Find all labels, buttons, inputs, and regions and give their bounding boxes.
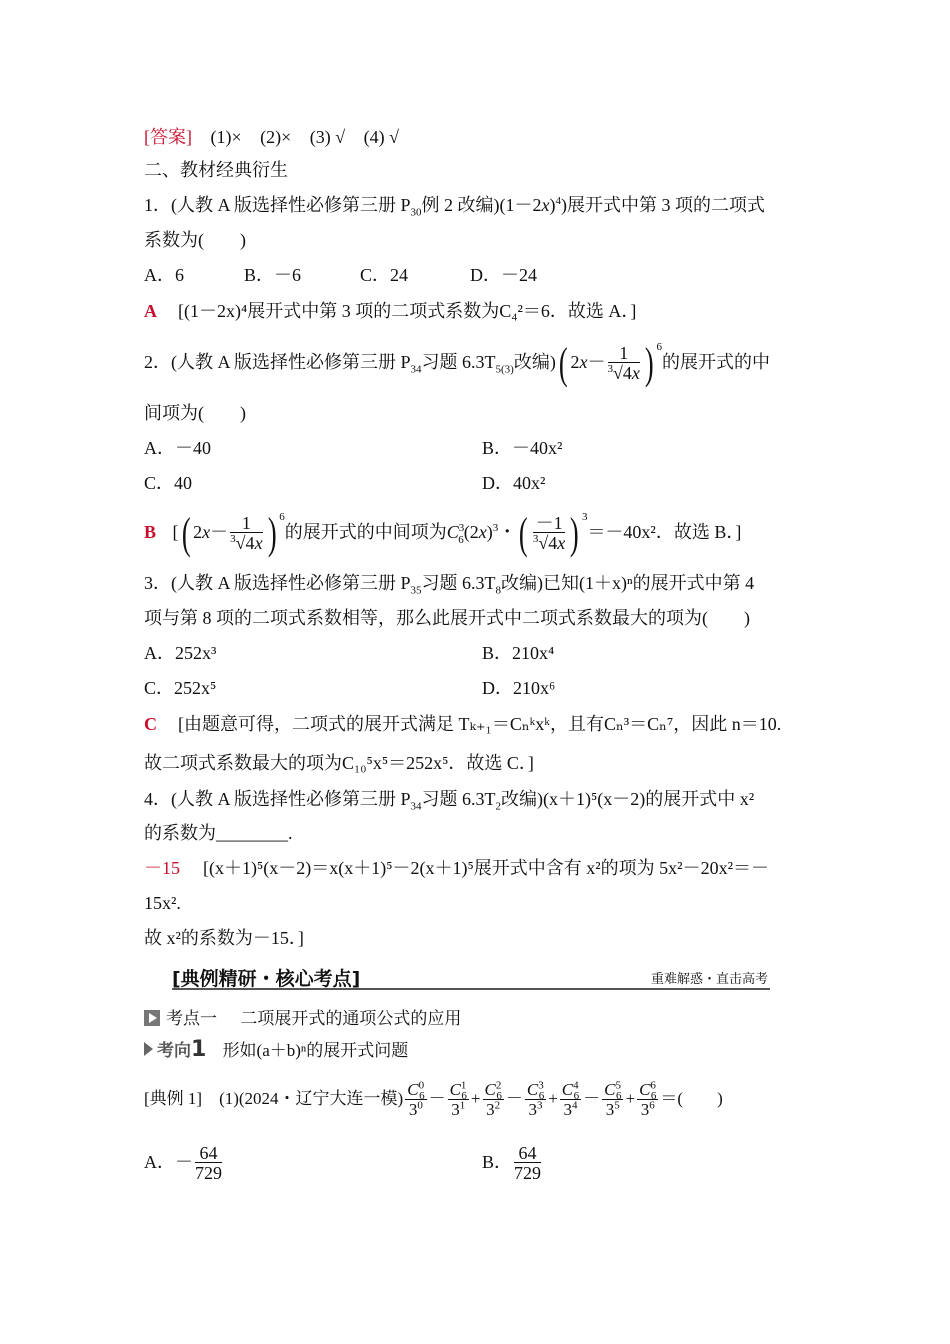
answer-item: (4) √ [363,127,400,147]
q3-answer [144,713,781,735]
q3-text-b: 习题 6.3T [421,573,496,593]
frac-num: 64 [195,1144,222,1163]
answer-item: (3) √ [309,127,346,147]
q2-text-d: 的展开式的中 [662,352,771,372]
banner-subtitle: 重难解惑・直击高考 [650,972,768,987]
kaodian-label: 考点一 [166,1009,217,1029]
arrow-right-icon [144,1042,153,1056]
q4-sub2: 2 [495,800,502,813]
option-a-label: A．－ [144,1152,193,1172]
q3-text-c: 改编)已知(1＋x)ⁿ的展开式中第 4 [501,573,755,593]
q4-text-c: 改编)(x＋1)⁵(x－2)的展开式中 x² [501,789,755,809]
q3-explain2: 故二项式系数最大的项为C₁₀⁵x⁵＝252x⁵．故选 C．] [144,753,534,773]
q2-text-c: 改编) [513,352,556,372]
q2-line1: 2．(人教 A 版选择性必修第三册 $P_{34}$习题 $6.3T_{5(3)}$改编)( 2x－ $\frac{1}{^3√4x}$ ) $^6$的展开式的中 [144,338,771,388]
q1-option-c[interactable]: C．24 [360,265,409,285]
example-option-b[interactable] [482,1140,543,1184]
q2-explain-a: 的展开式的中间项为 [284,522,447,542]
q2-text-b: 习题 6.3T [421,352,496,372]
q2-sub2: 5(3) [495,363,514,376]
answer-item: (2)× [260,127,292,147]
q1-options [144,264,537,286]
frac-den: 729 [195,1163,222,1184]
q1-text: 1．(人教 A 版选择性必修第三册 P [144,195,411,215]
option-b-label: B． [482,1152,513,1172]
kaoxiang-text: 形如(a＋b)ⁿ的展开式问题 [222,1041,409,1060]
q1-answer-letter: A [144,301,157,321]
q1-answer [144,300,636,322]
q3-option-a[interactable]: A．252x³ [144,643,217,663]
play-triangle-icon [144,1010,160,1026]
q4-explain2: 15x². [144,893,181,913]
q3-text: 3．(人教 A 版选择性必修第三册 P [144,573,411,593]
q1-option-d[interactable]: D．－24 [470,265,537,285]
example-1: [典例 1] (1)(2024・辽宁大连一模) $\frac{C^0_6}{3^0}$ － $\frac{C^1_6}{3^1}$ + $\frac{C^2_6}{3^2}$ － $\frac{C^3_6}{3^3}$ + $\frac{C^4_6}{3^4}$ － $\frac{C^5_6}{3^5}$ + $\frac{C^6_6}{3^6}$ ＝( ) [144,1078,723,1119]
kaoxiang-heading [144,1036,408,1062]
example-option-a[interactable] [144,1140,224,1184]
answer-tag: [答案] [144,127,192,147]
q1-sub: 30 [410,206,422,219]
answer-line [144,126,399,148]
q3-line1 [144,572,755,597]
q1-explain: [(1－2x)⁴展开式中第 3 项的二项式系数为C₄²＝6．故选 A．] [178,301,637,321]
q1-text-c: )展开式中第 3 项的二项式 [561,195,766,215]
q4-text-b: 习题 6.3T [421,789,496,809]
frac-num: 64 [514,1144,541,1163]
kaodian-text: 二项展开式的通项公式的应用 [240,1009,462,1029]
q1-line2: 系数为( ) [144,230,246,250]
q3-explain1: [由题意可得，二项式的展开式满足 Tₖ₊₁＝Cₙᵏxᵏ，且有Cₙ³＝Cₙ⁷，因此 n＝10. [178,714,782,734]
q3-option-d[interactable]: D．210x⁶ [482,678,556,698]
q3-option-b[interactable]: B．210x⁴ [482,643,555,663]
q1-line1: 1．(人教 A 版选择性必修第三册 $P_{30}$例 2 改编)$(1-2x)^4$)展开式中第 3 项的二项式 [144,195,766,219]
q2-line2: 间项为( ) [144,403,246,423]
q1-text-b: 例 2 改编)(1－2 [421,195,542,215]
q4-explain1: [(x＋1)⁵(x－2)＝x(x＋1)⁵－2(x＋1)⁵展开式中含有 x²的项为 5x²－20x²＝－ [203,858,769,878]
banner-title: [典例精研・核心考点] [172,968,361,990]
example-suffix: ＝( ) [660,1089,723,1108]
q4-text: 4．(人教 A 版选择性必修第三册 P [144,789,411,809]
q3-line2: 项与第 8 项的二项式系数相等，那么此展开式中二项式系数最大的项为( ) [144,608,750,628]
q2-option-d[interactable]: D．40x² [482,473,546,493]
answer-item: (1)× [210,127,242,147]
kaoxiang-label: 考向 [157,1041,191,1061]
example-prefix: [典例 1] (1)(2024・辽宁大连一模) [144,1089,404,1108]
q4-line1 [144,788,755,813]
kaodian-heading [144,1004,461,1029]
frac-den: 729 [514,1163,542,1184]
section-banner [172,964,770,990]
q2-answer-letter: B [144,522,157,542]
q4-explain3: 故 x²的系数为－15．] [144,928,304,948]
q4-answer [144,857,769,879]
q3-option-c[interactable]: C．252x⁵ [144,678,217,698]
q2-explain-b: ＝－40x²．故选 B．] [587,522,742,542]
kaoxiang-num: 1 [191,1037,207,1062]
q3-sub1: 35 [410,584,422,597]
q2-option-b[interactable]: B．－40x² [482,438,563,458]
section-title: 二、教材经典衍生 [144,160,288,181]
q2-sub1: 34 [410,363,422,376]
q4-line2: 的系数为________. [144,823,293,843]
q1-option-a[interactable]: A．6 [144,265,184,285]
q3-answer-letter: C [144,714,157,734]
q4-sub1: 34 [410,800,422,813]
q2-answer: B [( 2x－ $\frac{1}{^3√4x}$ ) $^6$的展开式的中间项为$C^3_6(2x)^3$・( $\frac{-1}{^3√4x}$ ) $^3$＝－40x²．故选 B．] [144,508,742,558]
q4-answer-value: －15 [144,858,180,878]
q3-sub2: 8 [495,584,502,597]
q2-option-a[interactable]: A．－40 [144,438,211,458]
q2-text: 2．(人教 A 版选择性必修第三册 P [144,352,411,372]
q2-option-c[interactable]: C．40 [144,473,193,493]
q1-option-b[interactable]: B．－6 [244,265,302,285]
